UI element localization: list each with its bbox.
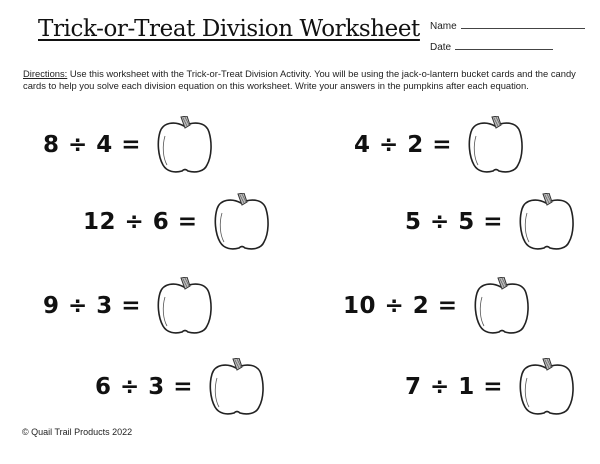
- equation-row: [83, 193, 270, 251]
- equation-text: 9 ÷ 3 =: [43, 293, 142, 319]
- equation-row: [354, 116, 524, 174]
- equation-text: 12 ÷ 6 =: [83, 209, 198, 235]
- date-line[interactable]: [455, 40, 553, 50]
- equation-row: [405, 193, 575, 251]
- pumpkin-icon[interactable]: [209, 358, 265, 416]
- equation-text: 6 ÷ 3 =: [95, 374, 194, 400]
- pumpkin-icon[interactable]: [519, 193, 575, 251]
- equation-text: 4 ÷ 2 =: [354, 132, 453, 158]
- pumpkin-icon[interactable]: [468, 116, 524, 174]
- equation-text: 7 ÷ 1 =: [405, 374, 504, 400]
- name-line[interactable]: [461, 19, 585, 29]
- name-label: Name: [430, 21, 457, 32]
- equation-row: [95, 358, 265, 416]
- directions: [23, 68, 583, 92]
- equation-text: 5 ÷ 5 =: [405, 209, 504, 235]
- directions-text: Use this worksheet with the Trick-or-Treat Division Activity. You will be using the jack-o-lantern bucket cards and the candy cards to help you solve each division equation on this worksheet. Write your answers in the pumpkins after each equation.: [23, 68, 576, 91]
- date-field[interactable]: [430, 40, 553, 53]
- worksheet-title: Trick-or-Treat Division Worksheet: [38, 16, 420, 42]
- pumpkin-icon[interactable]: [214, 193, 270, 251]
- equation-text: 10 ÷ 2 =: [343, 293, 458, 319]
- equation-row: [343, 277, 530, 335]
- equation-text: 8 ÷ 4 =: [43, 132, 142, 158]
- copyright-footer: © Quail Trail Products 2022: [22, 427, 133, 437]
- pumpkin-icon[interactable]: [157, 116, 213, 174]
- equation-row: [43, 277, 213, 335]
- pumpkin-icon[interactable]: [157, 277, 213, 335]
- equation-row: [405, 358, 575, 416]
- pumpkin-icon[interactable]: [474, 277, 530, 335]
- directions-label: Directions:: [23, 68, 68, 79]
- name-field[interactable]: [430, 19, 585, 32]
- date-label: Date: [430, 42, 452, 53]
- equation-row: [43, 116, 213, 174]
- pumpkin-icon[interactable]: [519, 358, 575, 416]
